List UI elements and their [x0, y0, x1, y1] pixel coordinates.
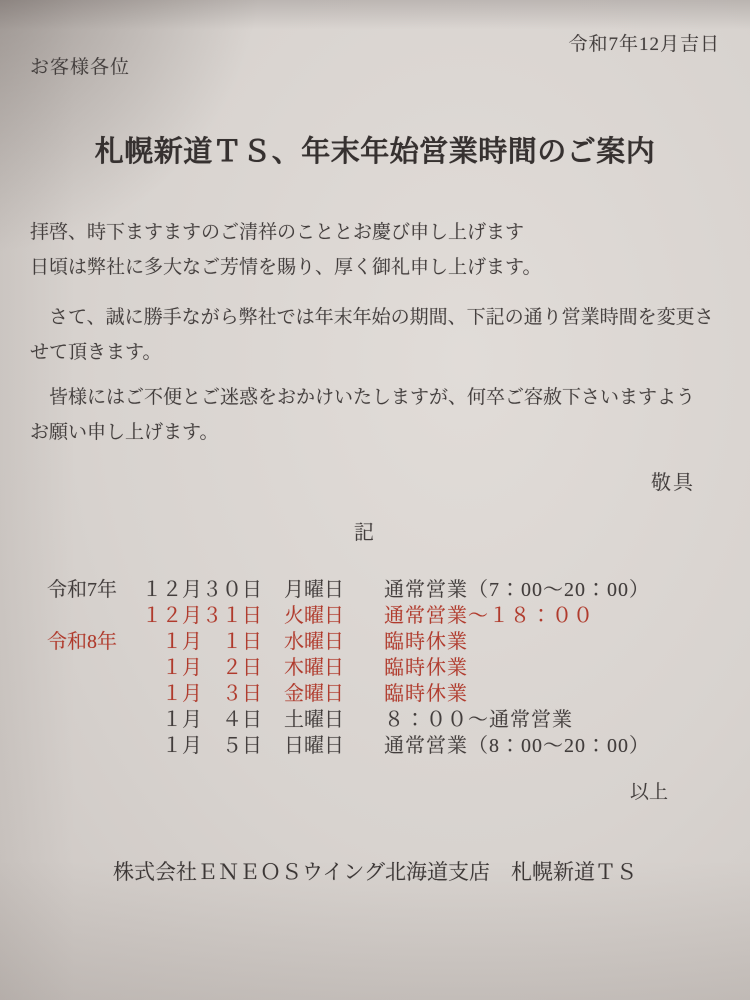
paragraph-line: 皆様にはご不便とご迷惑をおかけいたしますが、何卒ご容赦下さいますよう — [30, 387, 696, 408]
schedule-hours: 臨時休業 — [384, 683, 468, 705]
schedule-date: １２月３０日 — [142, 579, 262, 601]
schedule-row — [0, 603, 750, 629]
schedule-weekday: 土曜日 — [284, 709, 344, 731]
schedule-row — [0, 655, 750, 681]
schedule-row — [0, 681, 750, 707]
letter-title: 札幌新道ＴＳ、年末年始営業時間のご案内 — [94, 136, 656, 168]
issue-date: 令和7年12月吉日 — [568, 34, 720, 55]
end-marker-ijou: 以上 — [629, 782, 668, 803]
hours-schedule — [0, 577, 750, 759]
record-marker-ki: 記 — [354, 522, 374, 544]
schedule-date: １月 １日 — [162, 631, 262, 653]
schedule-date: １２月３１日 — [142, 605, 262, 627]
schedule-weekday: 木曜日 — [284, 657, 344, 679]
schedule-hours: ８：００～通常営業 — [384, 709, 573, 731]
schedule-row — [0, 733, 750, 759]
paragraph — [30, 380, 724, 450]
schedule-weekday: 日曜日 — [284, 735, 344, 757]
schedule-weekday: 水曜日 — [284, 631, 344, 653]
schedule-row — [0, 577, 750, 603]
schedule-hours: 臨時休業 — [384, 657, 468, 679]
schedule-date: １月 ５日 — [162, 735, 262, 757]
recipient-line: お客様各位 — [30, 57, 131, 78]
schedule-hours: 通常営業（7：00～20：00） — [384, 579, 650, 601]
paragraph-line: せて頂きます。 — [30, 342, 162, 363]
schedule-hours: 通常営業～１８：００ — [384, 605, 594, 627]
schedule-weekday: 金曜日 — [284, 683, 344, 705]
schedule-date: １月 ４日 — [162, 709, 262, 731]
schedule-era: 令和8年 — [47, 631, 117, 653]
schedule-weekday: 月曜日 — [284, 579, 344, 601]
schedule-row — [0, 707, 750, 733]
paragraph-line: お願い申し上げます。 — [30, 422, 219, 443]
paragraph-line: 日頃は弊社に多大なご芳情を賜り、厚く御礼申し上げます。 — [30, 257, 542, 278]
schedule-hours: 通常営業（8：00～20：00） — [384, 735, 650, 757]
schedule-hours: 臨時休業 — [384, 631, 468, 653]
schedule-era: 令和7年 — [47, 579, 117, 601]
closing-keigu: 敬具 — [651, 472, 695, 494]
schedule-row — [0, 629, 750, 655]
company-signature: 株式会社ＥＮＥＯＳウイング北海道支店 札幌新道ＴＳ — [113, 860, 637, 884]
paragraph-line: 拝啓、時下ますますのご清祥のこととお慶び申し上げます — [30, 222, 525, 243]
schedule-date: １月 ３日 — [162, 683, 262, 705]
paragraph — [30, 300, 724, 370]
schedule-date: １月 ２日 — [162, 657, 262, 679]
paragraph — [30, 215, 724, 285]
schedule-weekday: 火曜日 — [284, 605, 344, 627]
paragraph-line: さて、誠に勝手ながら弊社では年末年始の期間、下記の通り営業時間を変更さ — [30, 307, 714, 328]
